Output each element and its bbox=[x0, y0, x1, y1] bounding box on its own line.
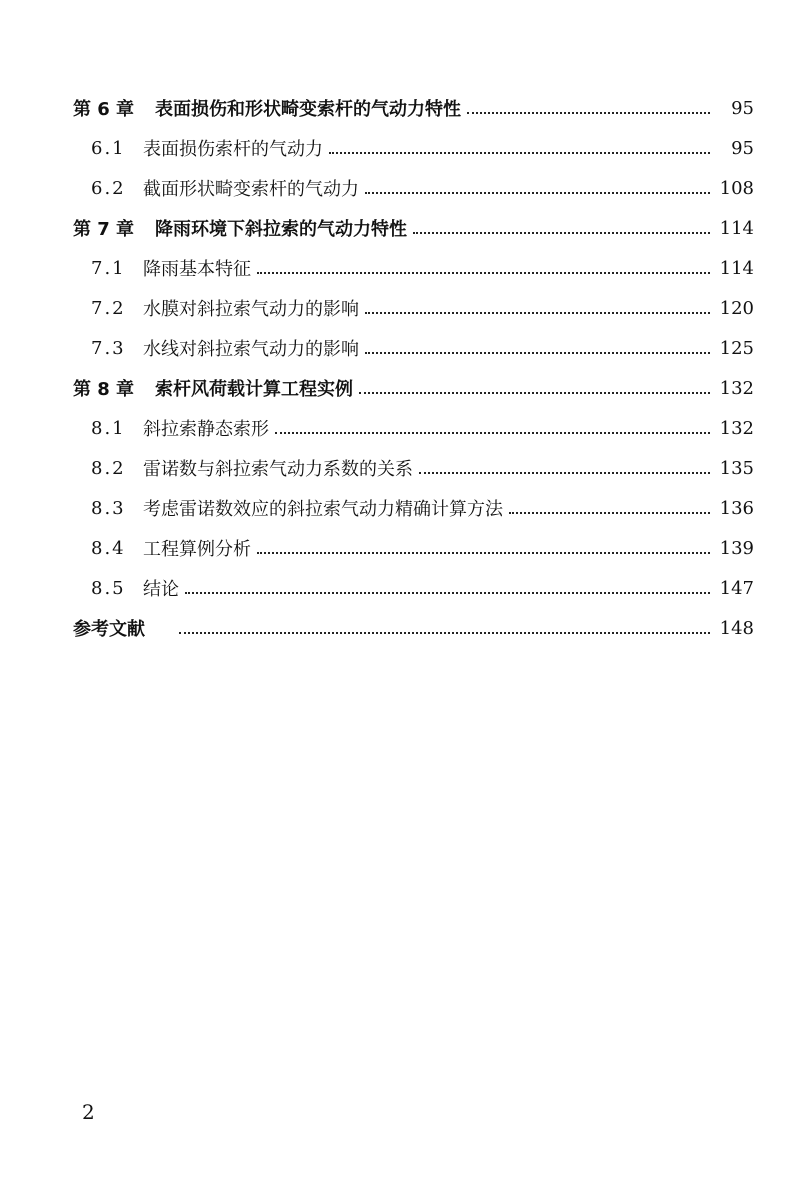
toc-entry-number: 6.2 bbox=[91, 177, 126, 199]
toc-entry-number: 第 6 章 bbox=[73, 99, 135, 120]
toc-entry-page: 120 bbox=[719, 297, 754, 319]
toc-entry-title: 表面损伤索杆的气动力 bbox=[143, 139, 323, 160]
toc-entry-number: 8.1 bbox=[91, 417, 126, 439]
toc-entry-page: 132 bbox=[719, 417, 754, 439]
toc-entry-page: 114 bbox=[719, 257, 754, 279]
toc-entry-number: 第 7 章 bbox=[73, 219, 135, 240]
toc-entry-section-8-3[interactable] bbox=[0, 488, 790, 528]
toc-entry-section-7-3[interactable] bbox=[0, 328, 790, 368]
toc-entry-title: 参考文献 bbox=[73, 619, 145, 640]
toc-leader-dots bbox=[419, 472, 710, 474]
toc-entry-page: 125 bbox=[719, 337, 754, 359]
toc-entry-section-6-2[interactable] bbox=[0, 168, 790, 208]
toc-entry-chapter-8[interactable] bbox=[0, 368, 790, 408]
toc-entry-title: 索杆风荷载计算工程实例 bbox=[155, 379, 353, 400]
toc-entry-references[interactable] bbox=[0, 608, 790, 648]
toc-entry-page: 114 bbox=[719, 217, 754, 239]
toc-leader-dots bbox=[275, 432, 710, 434]
toc-entry-section-7-2[interactable] bbox=[0, 288, 790, 328]
toc-entry-title: 水线对斜拉索气动力的影响 bbox=[143, 339, 359, 360]
toc-entry-number: 8.5 bbox=[91, 577, 126, 599]
toc-entry-chapter-6[interactable] bbox=[0, 88, 790, 128]
toc-leader-dots bbox=[365, 192, 710, 194]
toc-entry-page: 95 bbox=[731, 97, 754, 119]
toc-entry-number: 8.3 bbox=[91, 497, 126, 519]
toc-leader-dots bbox=[257, 552, 710, 554]
toc-entry-section-7-1[interactable] bbox=[0, 248, 790, 288]
toc-entry-title: 表面损伤和形状畸变索杆的气动力特性 bbox=[155, 99, 461, 120]
toc-leader-dots bbox=[509, 512, 710, 514]
toc-entry-page: 95 bbox=[731, 137, 754, 159]
toc-entry-number: 7.3 bbox=[91, 337, 126, 359]
toc-leader-dots bbox=[257, 272, 710, 274]
toc-leader-dots bbox=[467, 112, 710, 114]
toc-entry-section-8-2[interactable] bbox=[0, 448, 790, 488]
toc-leader-dots bbox=[413, 232, 710, 234]
toc-entry-number: 8.4 bbox=[91, 537, 126, 559]
toc-leader-dots bbox=[179, 632, 710, 634]
toc-entry-page: 136 bbox=[719, 497, 754, 519]
toc-leader-dots bbox=[365, 312, 710, 314]
toc-entry-title: 降雨基本特征 bbox=[143, 259, 251, 280]
toc-entry-page: 139 bbox=[719, 537, 754, 559]
table-of-contents bbox=[0, 88, 790, 648]
toc-entry-page: 108 bbox=[719, 177, 754, 199]
toc-entry-number: 7.1 bbox=[91, 257, 126, 279]
toc-entry-page: 147 bbox=[719, 577, 754, 599]
toc-leader-dots bbox=[329, 152, 710, 154]
toc-entry-title: 考虑雷诺数效应的斜拉索气动力精确计算方法 bbox=[143, 499, 503, 520]
toc-entry-chapter-7[interactable] bbox=[0, 208, 790, 248]
toc-entry-section-8-5[interactable] bbox=[0, 568, 790, 608]
toc-entry-page: 132 bbox=[719, 377, 754, 399]
toc-entry-title: 雷诺数与斜拉索气动力系数的关系 bbox=[143, 459, 413, 480]
toc-entry-page: 135 bbox=[719, 457, 754, 479]
toc-leader-dots bbox=[365, 352, 710, 354]
toc-entry-title: 水膜对斜拉索气动力的影响 bbox=[143, 299, 359, 320]
toc-entry-section-6-1[interactable] bbox=[0, 128, 790, 168]
toc-entry-number: 第 8 章 bbox=[73, 379, 135, 400]
toc-entry-number: 8.2 bbox=[91, 457, 126, 479]
toc-entry-section-8-1[interactable] bbox=[0, 408, 790, 448]
toc-entry-title: 工程算例分析 bbox=[143, 539, 251, 560]
page-number: 2 bbox=[82, 1100, 95, 1124]
toc-entry-page: 148 bbox=[719, 617, 754, 639]
toc-entry-section-8-4[interactable] bbox=[0, 528, 790, 568]
toc-entry-number: 7.2 bbox=[91, 297, 126, 319]
toc-leader-dots bbox=[185, 592, 710, 594]
toc-entry-title: 斜拉索静态索形 bbox=[143, 419, 269, 440]
toc-entry-title: 降雨环境下斜拉索的气动力特性 bbox=[155, 219, 407, 240]
toc-entry-title: 结论 bbox=[143, 579, 179, 600]
toc-entry-number: 6.1 bbox=[91, 137, 126, 159]
toc-entry-title: 截面形状畸变索杆的气动力 bbox=[143, 179, 359, 200]
toc-leader-dots bbox=[359, 392, 710, 394]
